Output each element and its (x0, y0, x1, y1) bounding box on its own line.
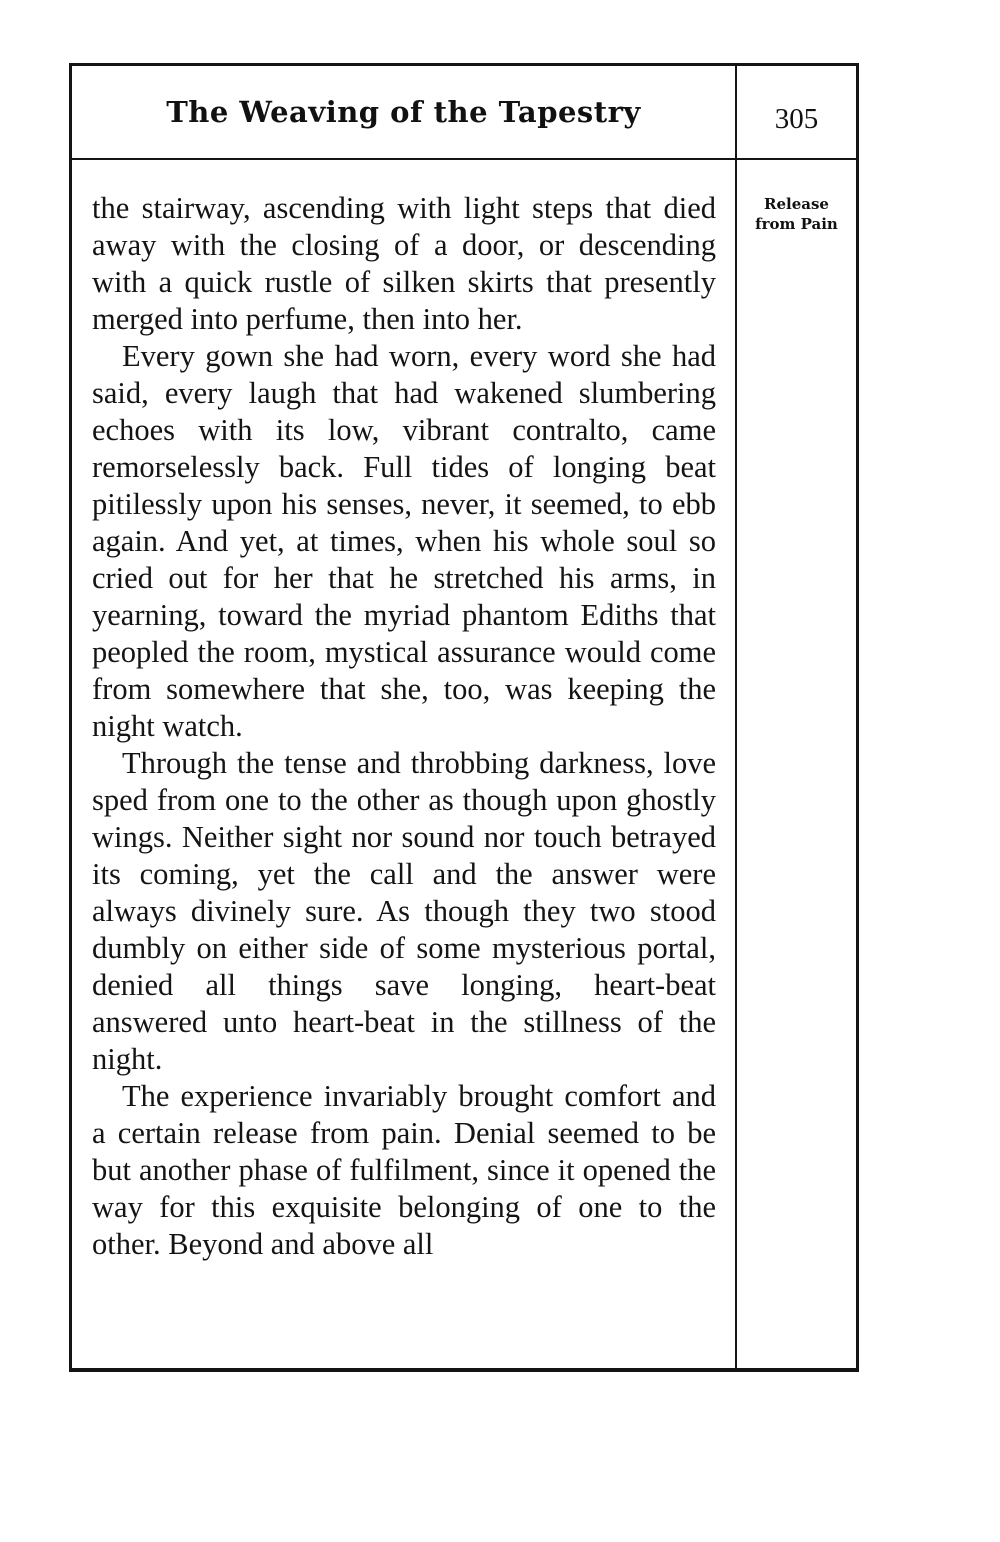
page-frame (69, 63, 859, 1372)
paragraph: The experience invariably brought comfort and a certain release from pain. Denial seemed to be but another phase of fulfilment, since it opened the way for this exquisite belonging of one to the other. Beyond and above all (92, 1079, 716, 1261)
header-rule (72, 158, 856, 160)
sidenote-line-1: Release (764, 195, 829, 213)
running-title: The Weaving of the Tapestry (166, 95, 641, 129)
paragraph: Every gown she had worn, every word she had said, every laugh that had wakened slumbering echoes with its low, vibrant contralto, came remorselessly back. Full tides of longing beat pitilessly upon his senses, never, it seemed, to ebb again. And yet, at times, when his whole soul so cried out for her that he stretched his arms, in yearning, toward the myriad phantom Ediths that peopled the room, mystical assurance would come from somewhere that she, too, was keeping the night watch. (92, 339, 716, 743)
page-number: 305 (774, 102, 819, 135)
paragraph-continuation: the stairway, ascending with light steps that died away with the closing of a door, or descending with a quick rustle of silken skirts that presently merged into perfume, then into her. (92, 191, 716, 336)
margin-sidenote (737, 194, 856, 234)
paragraph: Through the tense and throbbing darkness, love sped from one to the other as though upon ghostly wings. Neither sight nor sound nor touch betrayed its coming, yet the call and the answer were always divinely sure. As though they two stood dumbly on either side of some mysterious portal, denied all things save longing, heart-beat answered unto heart-beat in the stillness of the night. (92, 746, 716, 1076)
body-text (92, 190, 716, 1263)
sidenote-line-2: from Pain (755, 215, 838, 233)
margin-column-divider (735, 66, 737, 1368)
